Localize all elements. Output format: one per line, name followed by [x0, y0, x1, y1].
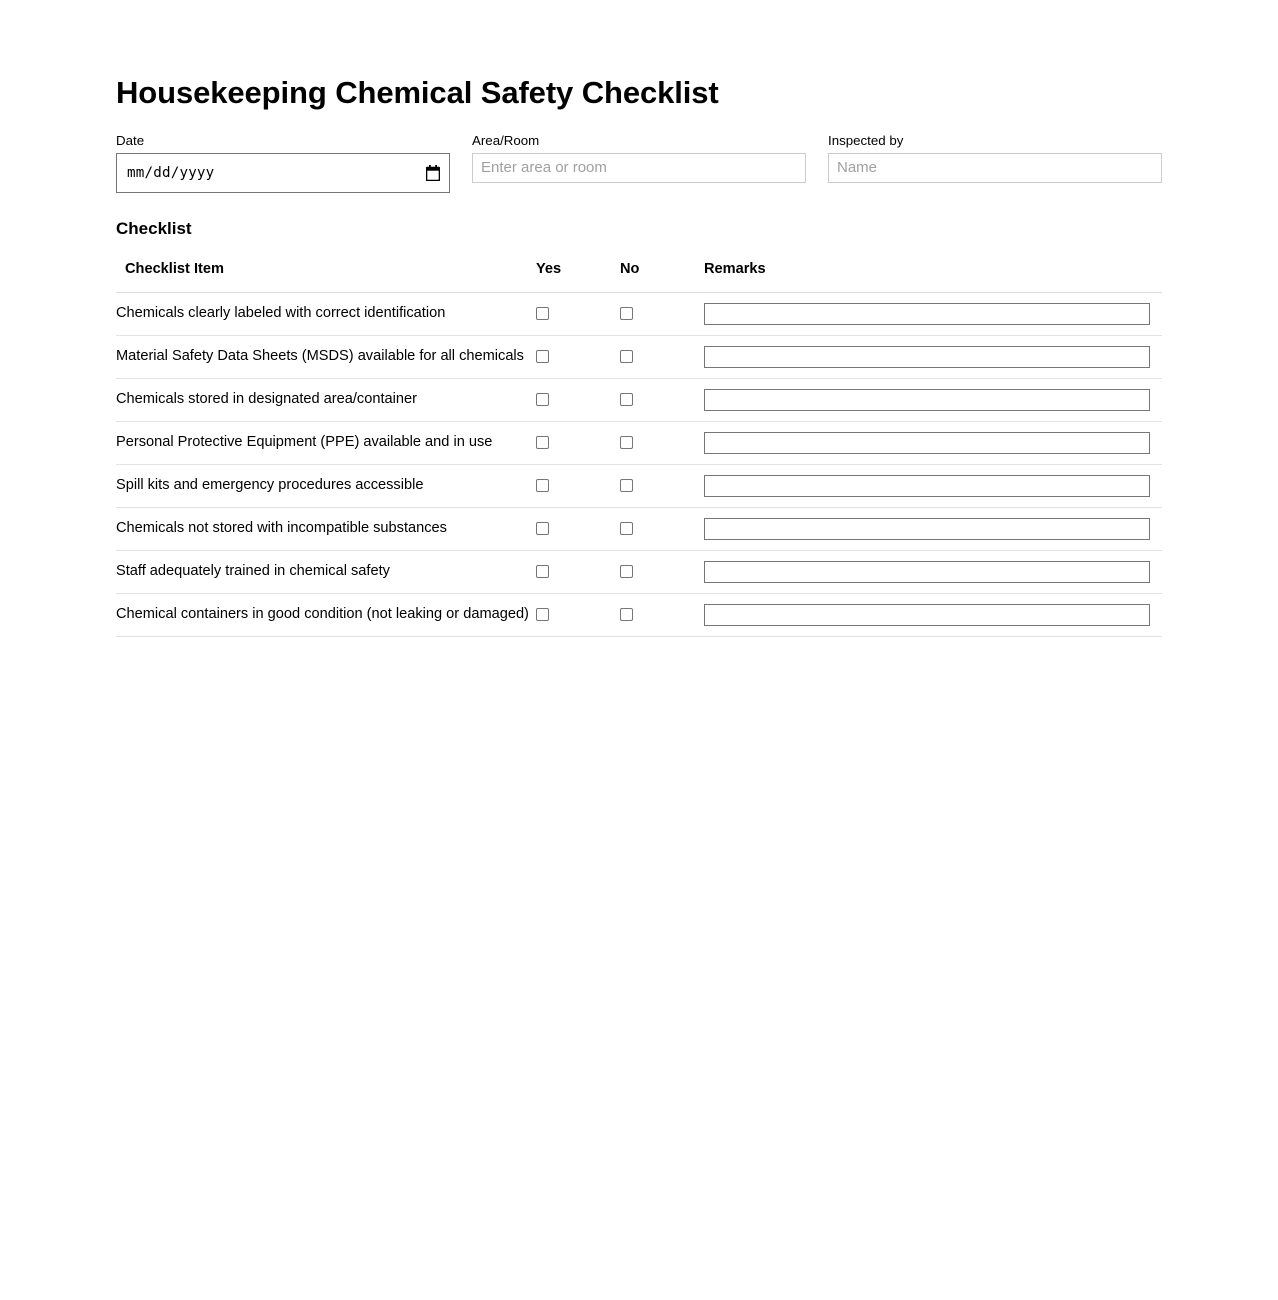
checklist-remarks-cell: [704, 593, 1162, 636]
checkbox-yes[interactable]: [536, 479, 549, 492]
checkbox-yes[interactable]: [536, 436, 549, 449]
checklist-no-cell: [620, 378, 704, 421]
checklist-no-cell: [620, 550, 704, 593]
remarks-input[interactable]: [704, 432, 1150, 454]
inspected-by-label: Inspected by: [828, 132, 904, 148]
column-header-no: No: [620, 261, 704, 293]
checklist-remarks-cell: [704, 550, 1162, 593]
checklist-section-title: Checklist: [116, 218, 192, 238]
checklist-remarks-cell: [704, 464, 1162, 507]
area-room-field-group: [472, 133, 806, 183]
table-row: [116, 292, 1162, 335]
checkbox-no[interactable]: [620, 393, 633, 406]
table-row: [116, 378, 1162, 421]
checklist-yes-cell: [536, 378, 620, 421]
checkbox-no[interactable]: [620, 307, 633, 320]
table-row: [116, 507, 1162, 550]
checkbox-yes[interactable]: [536, 608, 549, 621]
checklist-yes-cell: [536, 421, 620, 464]
checklist-yes-cell: [536, 550, 620, 593]
table-row: [116, 593, 1162, 636]
remarks-input[interactable]: [704, 389, 1150, 411]
checklist-no-cell: [620, 507, 704, 550]
checklist-item-label: Staff adequately trained in chemical safety: [116, 550, 536, 593]
checklist-item-label: Chemicals stored in designated area/container: [116, 378, 536, 421]
checklist-no-cell: [620, 421, 704, 464]
column-header-item: Checklist Item: [116, 261, 536, 293]
checklist-no-cell: [620, 335, 704, 378]
checklist-no-cell: [620, 593, 704, 636]
inspected-by-field-group: [828, 133, 1162, 183]
inspected-by-input[interactable]: [828, 153, 1162, 183]
checklist-item-label: Material Safety Data Sheets (MSDS) available for all chemicals: [116, 335, 536, 378]
checkbox-yes[interactable]: [536, 565, 549, 578]
checkbox-no[interactable]: [620, 436, 633, 449]
checklist-item-label: Spill kits and emergency procedures accessible: [116, 464, 536, 507]
checklist-no-cell: [620, 292, 704, 335]
checkbox-no[interactable]: [620, 608, 633, 621]
area-room-input[interactable]: [472, 153, 806, 183]
checkbox-no[interactable]: [620, 522, 633, 535]
checklist-item-label: Personal Protective Equipment (PPE) available and in use: [116, 421, 536, 464]
checklist-yes-cell: [536, 292, 620, 335]
checkbox-yes[interactable]: [536, 350, 549, 363]
checklist-no-cell: [620, 464, 704, 507]
checklist-yes-cell: [536, 593, 620, 636]
remarks-input[interactable]: [704, 518, 1150, 540]
area-room-label: Area/Room: [472, 132, 540, 148]
remarks-input[interactable]: [704, 346, 1150, 368]
table-row: [116, 421, 1162, 464]
checkbox-no[interactable]: [620, 565, 633, 578]
checklist-yes-cell: [536, 507, 620, 550]
checklist-yes-cell: [536, 464, 620, 507]
checklist-table: [116, 261, 1162, 637]
calendar-icon[interactable]: [426, 165, 440, 181]
remarks-input[interactable]: [704, 303, 1150, 325]
table-row: [116, 335, 1162, 378]
checklist-item-label: Chemicals not stored with incompatible substances: [116, 507, 536, 550]
checklist-remarks-cell: [704, 421, 1162, 464]
checklist-table-head: [116, 261, 1162, 293]
checkbox-no[interactable]: [620, 479, 633, 492]
date-label: Date: [116, 132, 145, 148]
checklist-remarks-cell: [704, 335, 1162, 378]
checkbox-yes[interactable]: [536, 393, 549, 406]
checklist-table-body: [116, 292, 1162, 636]
checklist-remarks-cell: [704, 507, 1162, 550]
checkbox-yes[interactable]: [536, 307, 549, 320]
page-title: Housekeeping Chemical Safety Checklist: [116, 75, 719, 110]
date-input[interactable]: [116, 153, 450, 193]
remarks-input[interactable]: [704, 475, 1150, 497]
date-placeholder-text: mm/dd/yyyy: [127, 164, 215, 181]
date-field-group: [116, 133, 450, 193]
checklist-item-label: Chemical containers in good condition (not leaking or damaged): [116, 593, 536, 636]
meta-fields-row: [116, 133, 1162, 193]
checkbox-no[interactable]: [620, 350, 633, 363]
checklist-item-label: Chemicals clearly labeled with correct identification: [116, 292, 536, 335]
checklist-yes-cell: [536, 335, 620, 378]
checklist-remarks-cell: [704, 292, 1162, 335]
form-page: [0, 0, 1278, 637]
remarks-input[interactable]: [704, 561, 1150, 583]
table-header-row: [116, 261, 1162, 293]
table-row: [116, 550, 1162, 593]
column-header-remarks: Remarks: [704, 261, 1162, 293]
remarks-input[interactable]: [704, 604, 1150, 626]
checkbox-yes[interactable]: [536, 522, 549, 535]
column-header-yes: Yes: [536, 261, 620, 293]
table-row: [116, 464, 1162, 507]
checklist-remarks-cell: [704, 378, 1162, 421]
